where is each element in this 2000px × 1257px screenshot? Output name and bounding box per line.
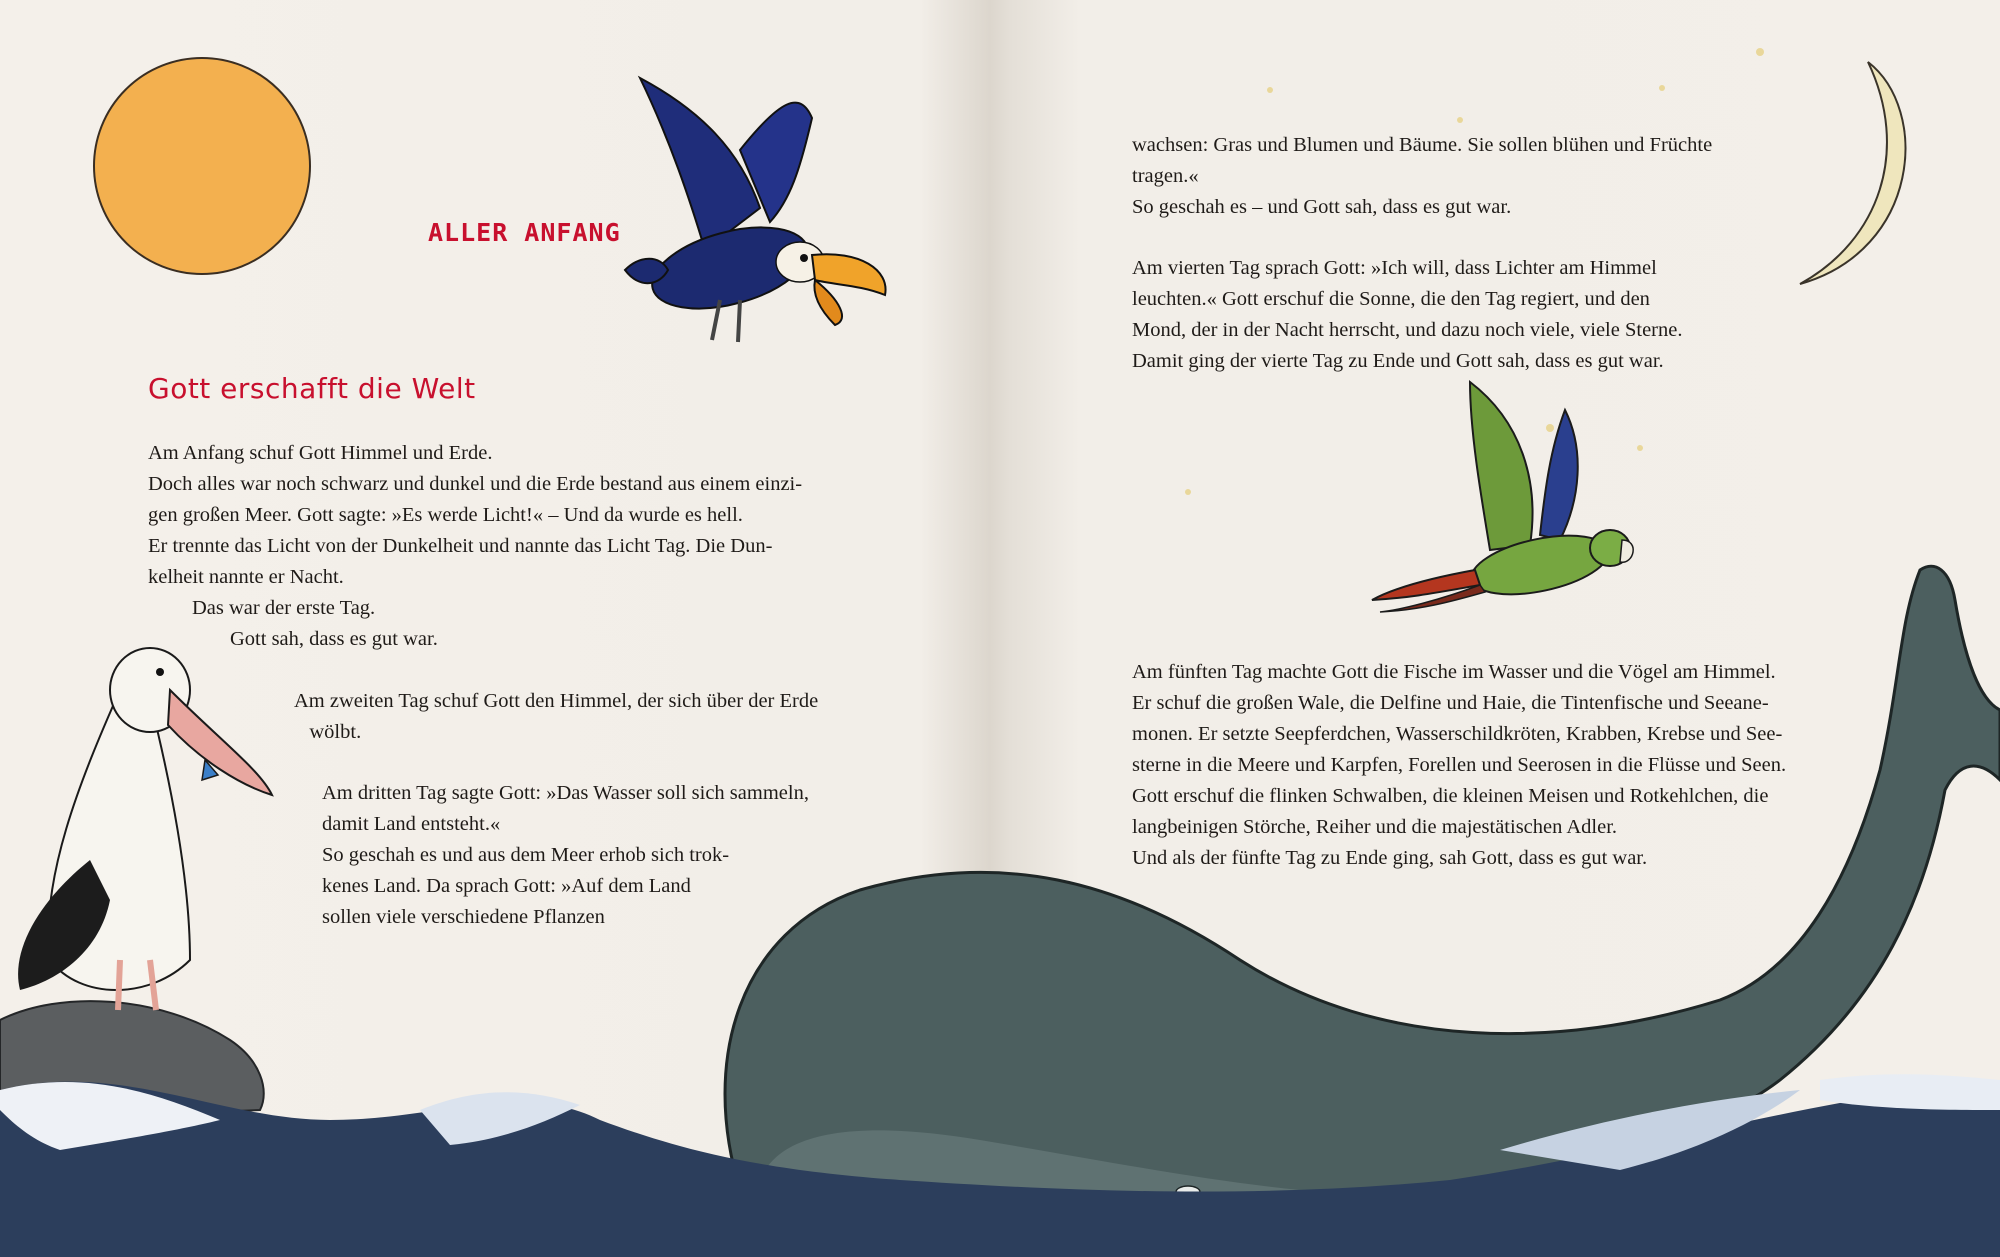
paragraph-day2: Am zweiten Tag schuf Gott den Himmel, der sich über der Erde wölbt. — [294, 690, 819, 743]
paragraph-day3: Am dritten Tag sagte Gott: »Das Wasser soll sich sammeln, damit Land entsteht.« So geschah es und aus dem Meer erhob sich trok- kenes Land. Da sprach Gott: »Auf dem Land sollen viele verschiedene Pflanzen — [322, 782, 809, 928]
paragraph-intro: Am Anfang schuf Gott Himmel und Erde. Doch alles war noch schwarz und dunkel und die Erde bestand aus einem einzi- gen großen Meer. Gott sagte: »Es werde Licht!« – Und da wurde es hell. Er trennte das Licht von der Dunkelheit und nannte das Licht Tag. Die Dun- kelheit nannte er Nacht. — [148, 442, 803, 588]
parrot-illustration — [1372, 382, 1633, 612]
paragraph-continuation: wachsen: Gras und Blumen und Bäume. Sie sollen blühen und Früchte tragen.« So geschah es – und Gott sah, dass es gut war. — [1132, 134, 1713, 218]
sun-illustration — [94, 58, 310, 274]
page-title: Gott erschafft die Welt — [148, 372, 476, 405]
toucan-illustration — [625, 78, 886, 342]
paragraph-day5: Am fünften Tag machte Gott die Fische im Wasser und die Vögel am Himmel. Er schuf die großen Wale, die Delfine und Haie, die Tintenfische und Seeane- monen. Er setzte Seepferdchen, Wasserschildkröten, Krabben, Krebse und See- sterne in die Meere und Karpfen, Forellen und Seerosen in die Flüsse und Seen. Gott erschuf die flinken Schwalben, die kleinen Meisen und Rotkehlchen, die langbeinigen Störche, Reiher und die majestätischen Adler. Und als der fünfte Tag zu Ende ging, sah Gott, dass es gut war. — [1132, 661, 1787, 869]
crescent-moon-illustration — [1800, 62, 1905, 284]
paragraph-day4: Am vierten Tag sprach Gott: »Ich will, dass Lichter am Himmel leuchten.« Gott erschuf die Sonne, die den Tag regiert, und den Mond, der in der Nacht herrscht, und dazu noch viele, viele Sterne. Damit ging der vierte Tag zu Ende und Gott sah, dass es gut war. — [1132, 257, 1683, 372]
pelican-illustration — [18, 648, 272, 1010]
paragraph-day1-b: Gott sah, dass es gut war. — [230, 628, 438, 650]
paragraph-day1-a: Das war der erste Tag. — [192, 597, 376, 619]
chapter-label: ALLER ANFANG — [428, 218, 621, 247]
